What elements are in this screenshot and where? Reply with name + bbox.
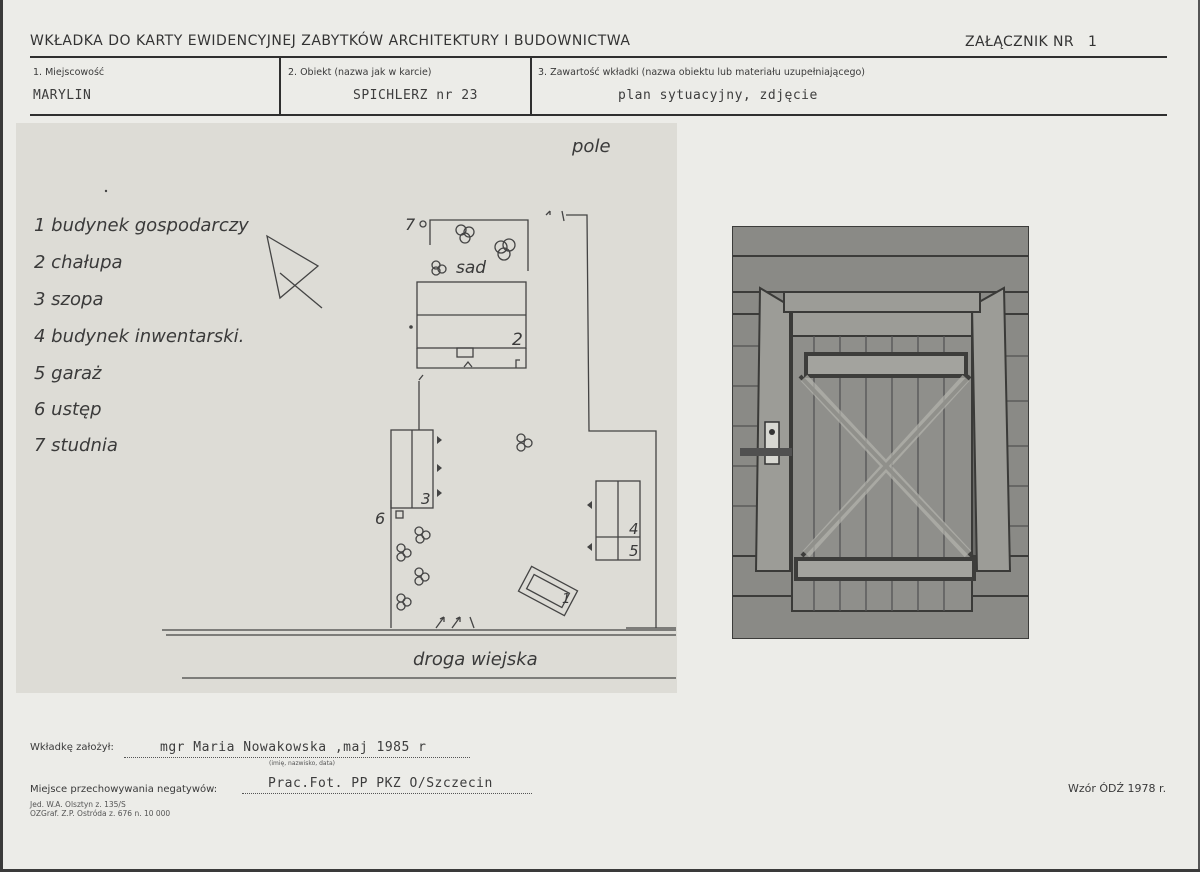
field-locality-value: MARYLIN (33, 88, 92, 103)
label-building-6: 6 (375, 509, 386, 528)
door-photo-drawing (732, 226, 1029, 639)
granary-door-photo (732, 226, 1029, 639)
label-building-1: 1 (562, 592, 571, 607)
field-divider-2 (530, 57, 532, 114)
card-edge-left (0, 0, 3, 872)
created-by-value: mgr Maria Nowakowska ,maj 1985 r (160, 740, 427, 755)
legend-item-7: 7 studnia (34, 435, 118, 456)
header-rule-top (30, 56, 1167, 58)
created-by-line (124, 757, 470, 758)
legend-item-5: 5 garaż (34, 363, 102, 384)
field-contents-value: plan sytuacyjny, zdjęcie (618, 88, 818, 103)
site-plan (16, 123, 677, 693)
field-contents-label: 3. Zawartość wkładki (nazwa obiektu lub materiału uzupełniającego) (538, 67, 865, 78)
annex-label-text: ZAŁĄCZNIK NR (965, 34, 1074, 50)
legend-item-4: 4 budynek inwentarski. (34, 326, 245, 347)
label-building-7: 7 (405, 215, 416, 234)
label-road: droga wiejska (413, 649, 538, 670)
label-building-2: 2 (512, 330, 523, 350)
created-by-hint: (imię, nazwisko, data) (269, 760, 335, 767)
label-field: pole (572, 136, 611, 157)
label-building-3: 3 (421, 490, 431, 508)
field-object-value: SPICHLERZ nr 23 (353, 88, 478, 103)
storage-value: Prac.Fot. PP PKZ O/Szczecin (268, 776, 493, 791)
created-by-label: Wkładkę założył: (30, 742, 114, 753)
print-note-2: OZGraf. Z.P. Ostróda z. 676 n. 10 000 (30, 809, 171, 818)
field-divider-1 (279, 57, 281, 114)
legend-item-2: 2 chałupa (34, 252, 123, 273)
label-building-4: 4 (629, 520, 639, 538)
print-note-1: Jed. W.A. Olsztyn z. 135/S (30, 800, 126, 809)
legend-item-6: 6 ustęp (34, 399, 102, 420)
annex-label (965, 34, 1097, 50)
header-rule-bottom (30, 114, 1167, 116)
legend-item-1: 1 budynek gospodarczy (34, 215, 249, 236)
storage-label: Miejsce przechowywania negatywów: (30, 784, 218, 795)
label-orchard: sad (456, 258, 487, 278)
label-building-5: 5 (629, 542, 639, 560)
legend-item-3: 3 szopa (34, 289, 104, 310)
template-mark: Wzór ÓDŹ 1978 r. (1068, 782, 1167, 795)
annex-number: 1 (1087, 34, 1098, 50)
field-locality-label: 1. Miejscowość (33, 67, 105, 78)
site-plan-drawing (16, 123, 677, 693)
field-object-label: 2. Obiekt (nazwa jak w karcie) (288, 67, 432, 78)
storage-line (242, 793, 532, 794)
card-title: WKŁADKA DO KARTY EWIDENCYJNEJ ZABYTKÓW ARCHITEKTURY I BUDOWNICTWA (30, 33, 631, 49)
